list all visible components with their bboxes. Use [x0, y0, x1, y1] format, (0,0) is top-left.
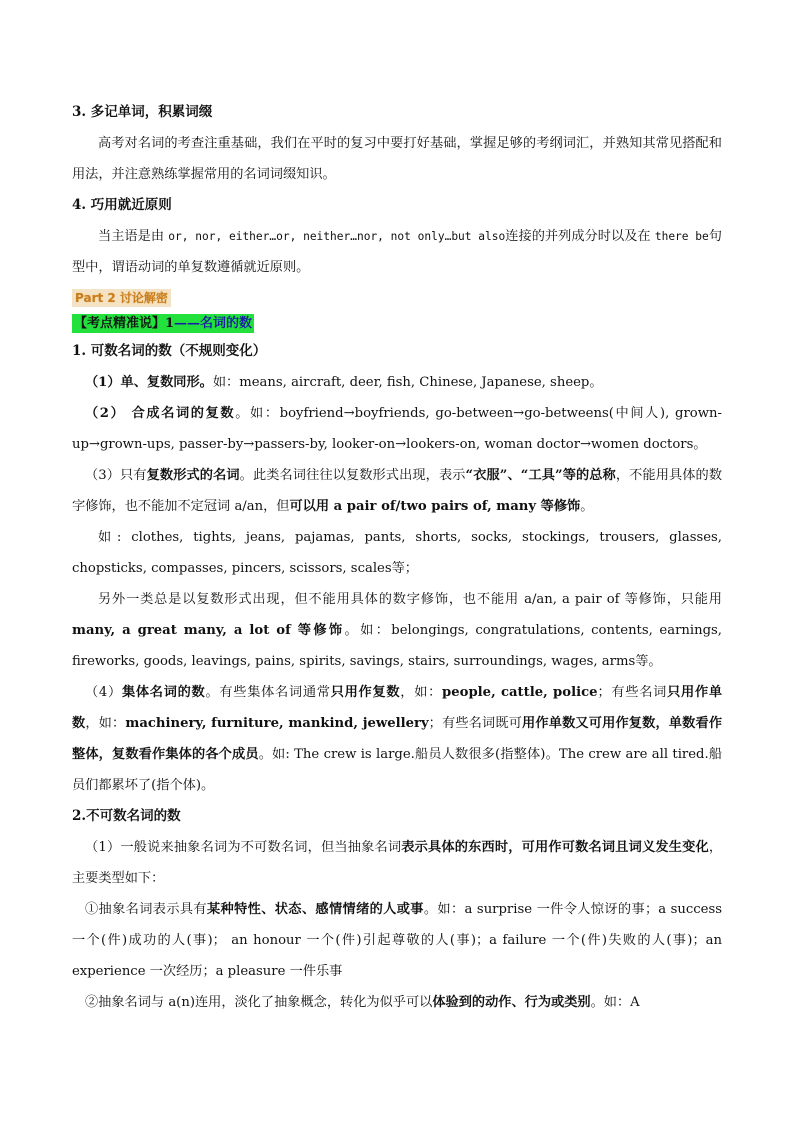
section-heading-3: 3. 多记单词，积累词缀: [72, 104, 213, 120]
kaodian-banner: [72, 311, 722, 336]
document-page: [72, 97, 722, 1018]
countable-point-2: （2） 合成名词的复数。如：boyfriend→boyfriends, go-between→go-betweens(中间人), grown-up→grown-ups, passer-by→passers-by, looker-on→lookers-on, woman doctor→women doctors。: [72, 406, 722, 452]
countable-point-3-examples: 如: clothes, tights, jeans, pajamas, pants, shorts, socks, stockings, trousers, glasses, chopsticks, compasses, pincers, scissors, scales等；: [72, 530, 722, 576]
countable-point-3: （3）只有复数形式的名词。此类名词往往以复数形式出现，表示“衣服”、“工具”等的总称，不能用具体的数字修饰，也不能加不定冠词 a/an，但可以用 a pair of/two pairs of, many 等修饰。: [72, 468, 723, 514]
uncountable-point-1: （1）一般说来抽象名词为不可数名词，但当抽象名词表示具体的东西时，可用作可数名词且词义发生变化，主要类型如下：: [72, 840, 723, 886]
part-2-banner: [72, 283, 722, 311]
uncountable-case-2: ②抽象名词与 a(n)连用，淡化了抽象概念，转化为似乎可以体验到的动作、行为或类别。如：A: [85, 995, 640, 1010]
uncountable-heading: 2.不可数名词的数: [72, 808, 181, 824]
section-heading-4: 4. 巧用就近原则: [72, 197, 172, 213]
part-tag: Part 2 讨论解密: [72, 289, 171, 307]
countable-point-1: （1）单、复数同形。如：means, aircraft, deer, fish, Chinese, Japanese, sheep。: [85, 375, 603, 390]
section-4-paragraph: 当主语是由 or, nor, either…or, neither…nor, not only…but also连接的并列成分时以及在 there be句型中，谓语动词的单复数遵循就近原则。: [72, 229, 722, 275]
section-3-paragraph: 高考对名词的考查注重基础，我们在平时的复习中要打好基础，掌握足够的考纲词汇，并熟知其常见搭配和用法，并注意熟练掌握常用的名词词缀知识。: [72, 136, 722, 182]
uncountable-case-1: ①抽象名词表示具有某种特性、状态、感情情绪的人或事。如：a surprise 一件令人惊讶的事；a success 一个(件)成功的人(事)； an honour 一个(件)引起尊敬的人(事)；a failure 一个(件)失败的人(事)；an experience 一次经历；a pleasure 一件乐事: [72, 902, 722, 979]
countable-heading: 1. 可数名词的数（不规则变化）: [72, 343, 267, 359]
countable-point-4: （4）集体名词的数。有些集体名词通常只用作复数，如：people, cattle, police；有些名词只用作单数，如：machinery, furniture, mankind, jewellery；有些名词既可用作单数又可用作复数，单数看作整体，复数看作集体的各个成员。如: The crew is large.船员人数很多(指整体)。The crew are all tired.船员们都累坏了(指个体)。: [72, 685, 723, 793]
countable-point-3-more: 另外一类总是以复数形式出现，但不能用具体的数字修饰，也不能用 a/an, a pair of 等修饰，只能用 many, a great many, a lot of 等修饰。如：belongings, congratulations, contents, earnings, fireworks, goods, leavings, pains, spirits, savings, stairs, surroundings, wages, arms等。: [72, 592, 722, 669]
kaodian-tag: 【考点精准说】1——名词的数: [74, 316, 253, 331]
